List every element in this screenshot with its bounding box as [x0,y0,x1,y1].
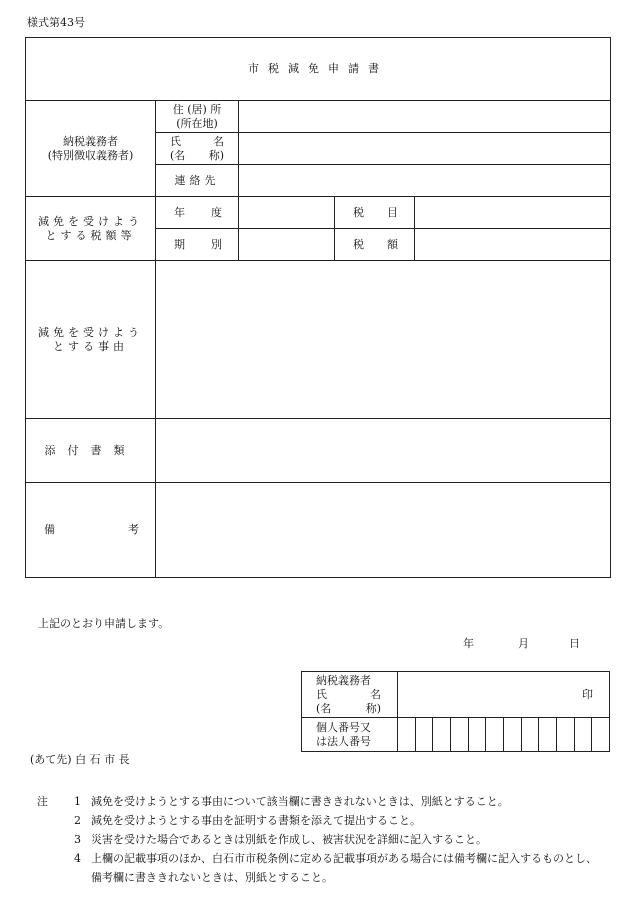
id-digit-box[interactable] [556,718,574,752]
address-label-line2: (所在地) [176,116,218,130]
note-text: 減免を受けようとする事由について該当欄に書ききれないときは、別紙とすること。 [91,795,509,808]
signature-name-field[interactable] [398,672,610,718]
id-digit-box[interactable] [503,718,521,752]
notes-label: 注 [37,795,48,808]
tax-amount-label-line1: 減免を受けよう [38,214,143,228]
notes-section [37,792,597,887]
attachments-label: 添付書類 [26,419,156,483]
year-label-b: 度 [211,205,222,219]
amount-label-a: 税 [353,237,364,251]
period-label [156,229,239,261]
addressee: (あて先) 白 石 市 長 [30,753,130,766]
name-sub-a: (名 [170,148,186,162]
period-label-b: 別 [211,237,222,251]
id-digit-box[interactable] [592,718,610,752]
id-number-label-line1: 個人番号又 [316,720,371,734]
date-year: 年 [463,637,474,650]
remarks-label-a: 備 [44,523,55,537]
amount-label-b: 額 [387,237,398,251]
id-digit-box[interactable] [468,718,486,752]
date-day: 日 [569,637,580,650]
remarks-label [26,483,156,578]
date-line [463,637,580,651]
id-digit-box[interactable] [539,718,557,752]
taxpayer-label-line1: 納税義務者 [63,134,118,148]
period-label-a: 期 [174,237,185,251]
note-number: 3 [74,833,81,846]
note-text: 減免を受けようとする事由を証明する書類を添えて提出すること。 [91,814,421,827]
signature-name-a: 氏 [316,687,327,701]
id-digit-box[interactable] [574,718,592,752]
form-title: 市税減免申請書 [26,38,611,101]
signature-sub-b: 称) [365,701,381,715]
contact-field[interactable] [239,165,611,197]
tax-item-field[interactable] [415,197,611,229]
tax-amount-label-line2: とする税額等 [45,228,136,242]
name-label [156,133,239,165]
attachments-field[interactable] [156,419,611,483]
address-label-line1: 住 (居) 所 [172,102,222,116]
note-text: 災害を受けた場合であるときは別紙を作成し、被害状況を詳細に記入すること。 [91,833,487,846]
id-digit-box[interactable] [415,718,433,752]
year-label [156,197,239,229]
amount-label [335,229,415,261]
reason-label-line2: とする事由 [53,339,128,353]
reason-label-line1: 減免を受けよう [38,325,143,339]
amount-field[interactable] [415,229,611,261]
name-sub-b: 称) [208,148,224,162]
signature-name-b: 名 [370,687,381,701]
taxpayer-label-line2: (特別徴収義務者) [47,148,134,162]
id-digit-box[interactable] [398,718,416,752]
note-number: 2 [74,814,81,827]
id-digit-box[interactable] [433,718,451,752]
year-field[interactable] [239,197,335,229]
id-digit-box[interactable] [486,718,504,752]
tax-item-label-b: 目 [387,205,398,219]
form-number: 様式第43号 [27,16,85,29]
period-field[interactable] [239,229,335,261]
signature-label [302,672,398,718]
id-number-label-line2: は法人番号 [316,734,371,748]
reason-field[interactable] [156,261,611,419]
name-field[interactable] [239,133,611,165]
note-number: 1 [74,795,81,808]
taxpayer-label [26,101,156,197]
note-number: 4 [74,852,81,865]
address-label [156,101,239,133]
name-label-b: 名 [213,134,224,148]
id-digit-box[interactable] [450,718,468,752]
id-number-label [302,718,398,752]
tax-amount-label [26,197,156,261]
remarks-field[interactable] [156,483,611,578]
name-label-a: 氏 [170,134,181,148]
application-form-table [25,37,611,578]
id-digit-box[interactable] [521,718,539,752]
year-label-a: 年 [174,205,185,219]
signature-sub-a: (名 [316,701,332,715]
note-text: 備考欄に書ききれないときは、別紙とすること。 [91,871,333,884]
date-month: 月 [518,637,529,650]
address-field[interactable] [239,101,611,133]
remarks-label-b: 考 [128,523,139,537]
signature-table [301,671,610,752]
signature-taxpayer-label: 納税義務者 [316,674,371,687]
note-text: 上欄の記載事項のほか、白石市市税条例に定める記載事項がある場合には備考欄に記入するものとし、 [91,852,597,865]
reason-label [26,261,156,419]
tax-item-label [335,197,415,229]
apply-statement: 上記のとおり申請します。 [38,617,170,630]
tax-item-label-a: 税 [353,205,364,219]
seal-mark: 印 [582,687,593,701]
note-number [57,868,91,887]
contact-label: 連絡先 [156,165,239,197]
